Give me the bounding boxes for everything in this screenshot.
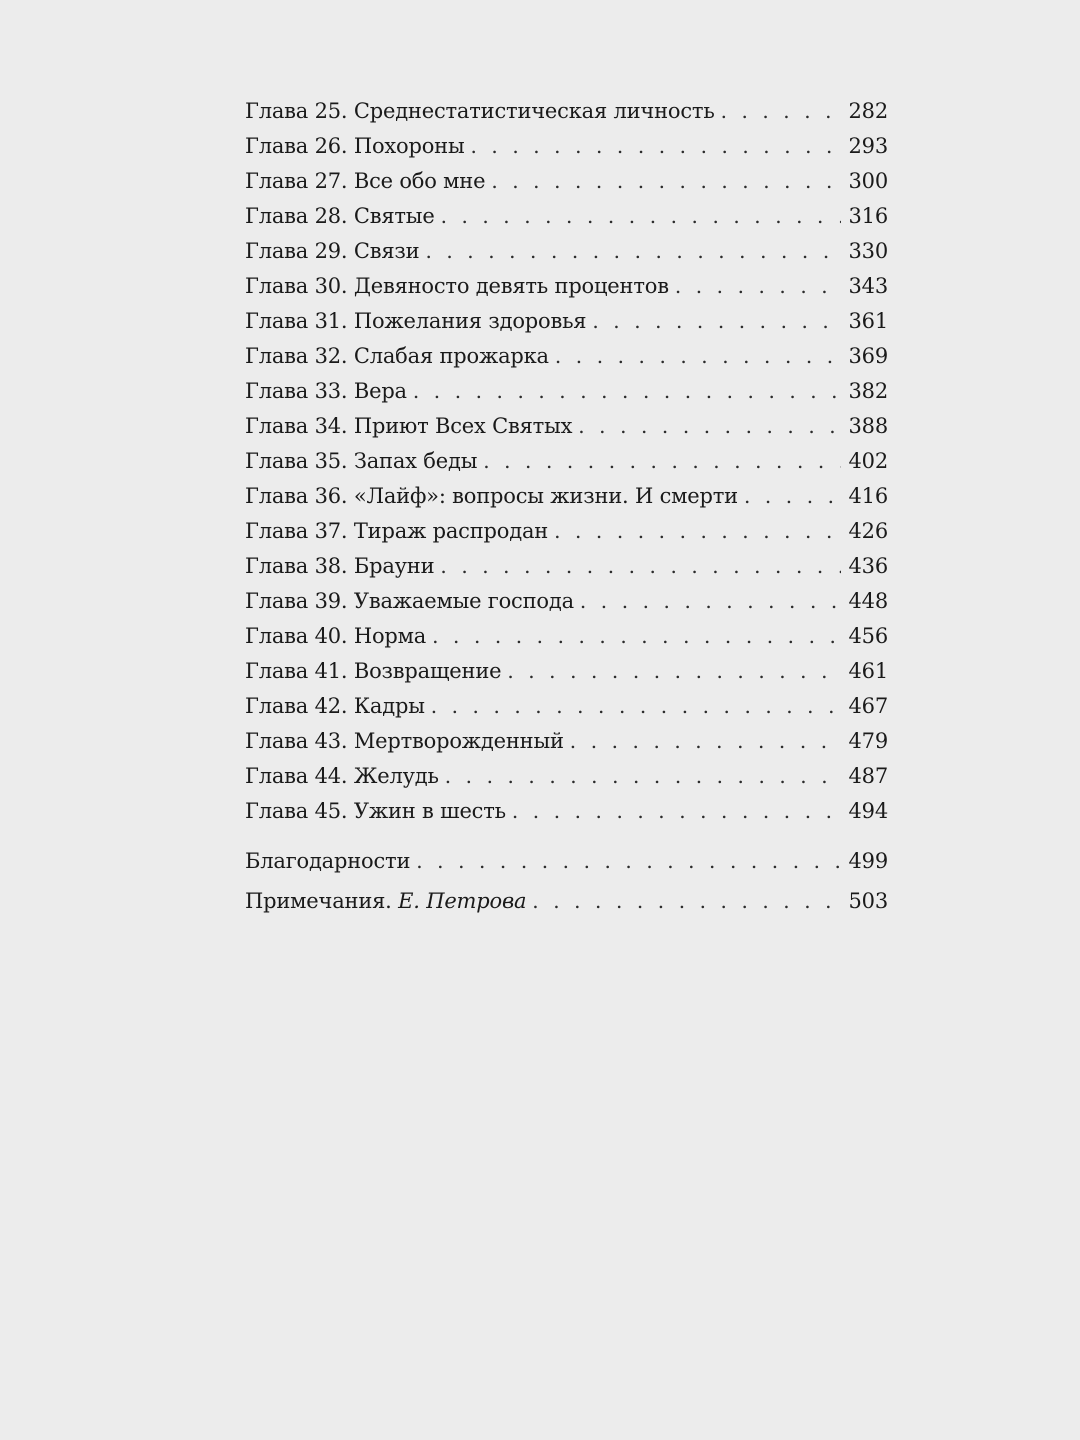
dot-leader xyxy=(744,484,841,508)
toc-entry-page: 494 xyxy=(848,799,888,823)
toc-entry-page: 416 xyxy=(848,484,888,508)
dot-leader xyxy=(555,344,841,368)
dot-leader xyxy=(431,694,841,718)
dot-leader xyxy=(570,729,841,753)
toc-entry-title: Глава 25. Среднестатистическая личность xyxy=(245,99,715,123)
toc-entry xyxy=(245,274,888,309)
toc-entry xyxy=(245,309,888,344)
dot-leader xyxy=(721,99,841,123)
toc-entry-page: 282 xyxy=(848,99,888,123)
dot-leader xyxy=(507,659,840,683)
dot-leader xyxy=(554,519,840,543)
toc-entry-title: Благодарности xyxy=(245,849,411,873)
toc-entry-page: 448 xyxy=(848,589,888,613)
toc-entry xyxy=(245,204,888,239)
toc-entry xyxy=(245,169,888,204)
dot-leader xyxy=(578,414,840,438)
notes-label: Примечания. xyxy=(245,889,392,913)
toc-entry-notes xyxy=(245,889,888,929)
dot-leader xyxy=(483,449,840,473)
toc-entry xyxy=(245,484,888,519)
toc-entry-page: 436 xyxy=(848,554,888,578)
toc-entry xyxy=(245,694,888,729)
toc-entry-page: 316 xyxy=(848,204,888,228)
toc-entry-title xyxy=(245,889,532,913)
toc-entry xyxy=(245,799,888,834)
toc-entry xyxy=(245,554,888,589)
toc-entry-title: Глава 39. Уважаемые господа xyxy=(245,589,574,613)
toc-entry-title: Глава 26. Похороны xyxy=(245,134,465,158)
toc-entry-page: 382 xyxy=(848,379,888,403)
toc-entry-page: 456 xyxy=(848,624,888,648)
back-matter-list xyxy=(245,849,888,929)
dot-leader xyxy=(445,764,841,788)
dot-leader xyxy=(675,274,841,298)
toc-entry-page: 343 xyxy=(848,274,888,298)
toc-entry xyxy=(245,99,888,134)
toc-entry xyxy=(245,659,888,694)
toc-entry-title: Глава 37. Тираж распродан xyxy=(245,519,549,543)
toc-entry-title: Глава 28. Святые xyxy=(245,204,435,228)
toc-entry-title: Глава 29. Связи xyxy=(245,239,420,263)
dot-leader xyxy=(440,554,840,578)
toc-entry-page: 467 xyxy=(848,694,888,718)
dot-leader xyxy=(512,799,841,823)
notes-author: Е. Петрова xyxy=(398,889,527,913)
toc-entry-page: 293 xyxy=(848,134,888,158)
dot-leader xyxy=(471,134,841,158)
table-of-contents xyxy=(245,99,888,929)
toc-entry-title: Глава 36. «Лайф»: вопросы жизни. И смерти xyxy=(245,484,738,508)
dot-leader xyxy=(580,589,841,613)
toc-entry-page: 499 xyxy=(848,849,888,873)
toc-entry xyxy=(245,414,888,449)
toc-entry xyxy=(245,239,888,274)
toc-entry xyxy=(245,134,888,169)
toc-entry xyxy=(245,344,888,379)
toc-entry xyxy=(245,449,888,484)
toc-entry-title: Глава 27. Все обо мне xyxy=(245,169,486,193)
toc-entry-title: Глава 42. Кадры xyxy=(245,694,425,718)
toc-entry-page: 361 xyxy=(848,309,888,333)
toc-entry-title: Глава 38. Брауни xyxy=(245,554,435,578)
toc-entry-title: Глава 44. Желудь xyxy=(245,764,439,788)
toc-entry-title: Глава 34. Приют Всех Святых xyxy=(245,414,573,438)
dot-leader xyxy=(491,169,840,193)
toc-entry-page: 388 xyxy=(848,414,888,438)
toc-entry-title: Глава 32. Слабая прожарка xyxy=(245,344,549,368)
toc-entry-title: Глава 35. Запах беды xyxy=(245,449,478,473)
toc-entry-page: 503 xyxy=(848,889,888,913)
dot-leader xyxy=(592,309,840,333)
toc-entry-title: Глава 41. Возвращение xyxy=(245,659,502,683)
toc-entry-page: 426 xyxy=(848,519,888,543)
toc-entry-page: 300 xyxy=(848,169,888,193)
dot-leader xyxy=(416,849,840,873)
toc-entry xyxy=(245,379,888,414)
toc-entry-title: Глава 30. Девяносто девять процентов xyxy=(245,274,669,298)
toc-entry xyxy=(245,624,888,659)
toc-entry-acknowledgements xyxy=(245,849,888,889)
toc-entry xyxy=(245,519,888,554)
toc-entry-title: Глава 31. Пожелания здоровья xyxy=(245,309,587,333)
toc-entry-title: Глава 45. Ужин в шесть xyxy=(245,799,506,823)
toc-entry-page: 479 xyxy=(848,729,888,753)
toc-entry-title: Глава 43. Мертворожденный xyxy=(245,729,564,753)
toc-entry-title: Глава 40. Норма xyxy=(245,624,427,648)
toc-entry xyxy=(245,729,888,764)
toc-entry-page: 369 xyxy=(848,344,888,368)
toc-entry-page: 487 xyxy=(848,764,888,788)
toc-entry xyxy=(245,589,888,624)
toc-entry-page: 461 xyxy=(848,659,888,683)
toc-entry-page: 330 xyxy=(848,239,888,263)
dot-leader xyxy=(413,379,841,403)
chapter-list xyxy=(245,99,888,834)
toc-entry xyxy=(245,764,888,799)
dot-leader xyxy=(425,239,840,263)
dot-leader xyxy=(532,889,840,913)
dot-leader xyxy=(432,624,840,648)
dot-leader xyxy=(441,204,841,228)
toc-entry-page: 402 xyxy=(848,449,888,473)
toc-entry-title: Глава 33. Вера xyxy=(245,379,407,403)
